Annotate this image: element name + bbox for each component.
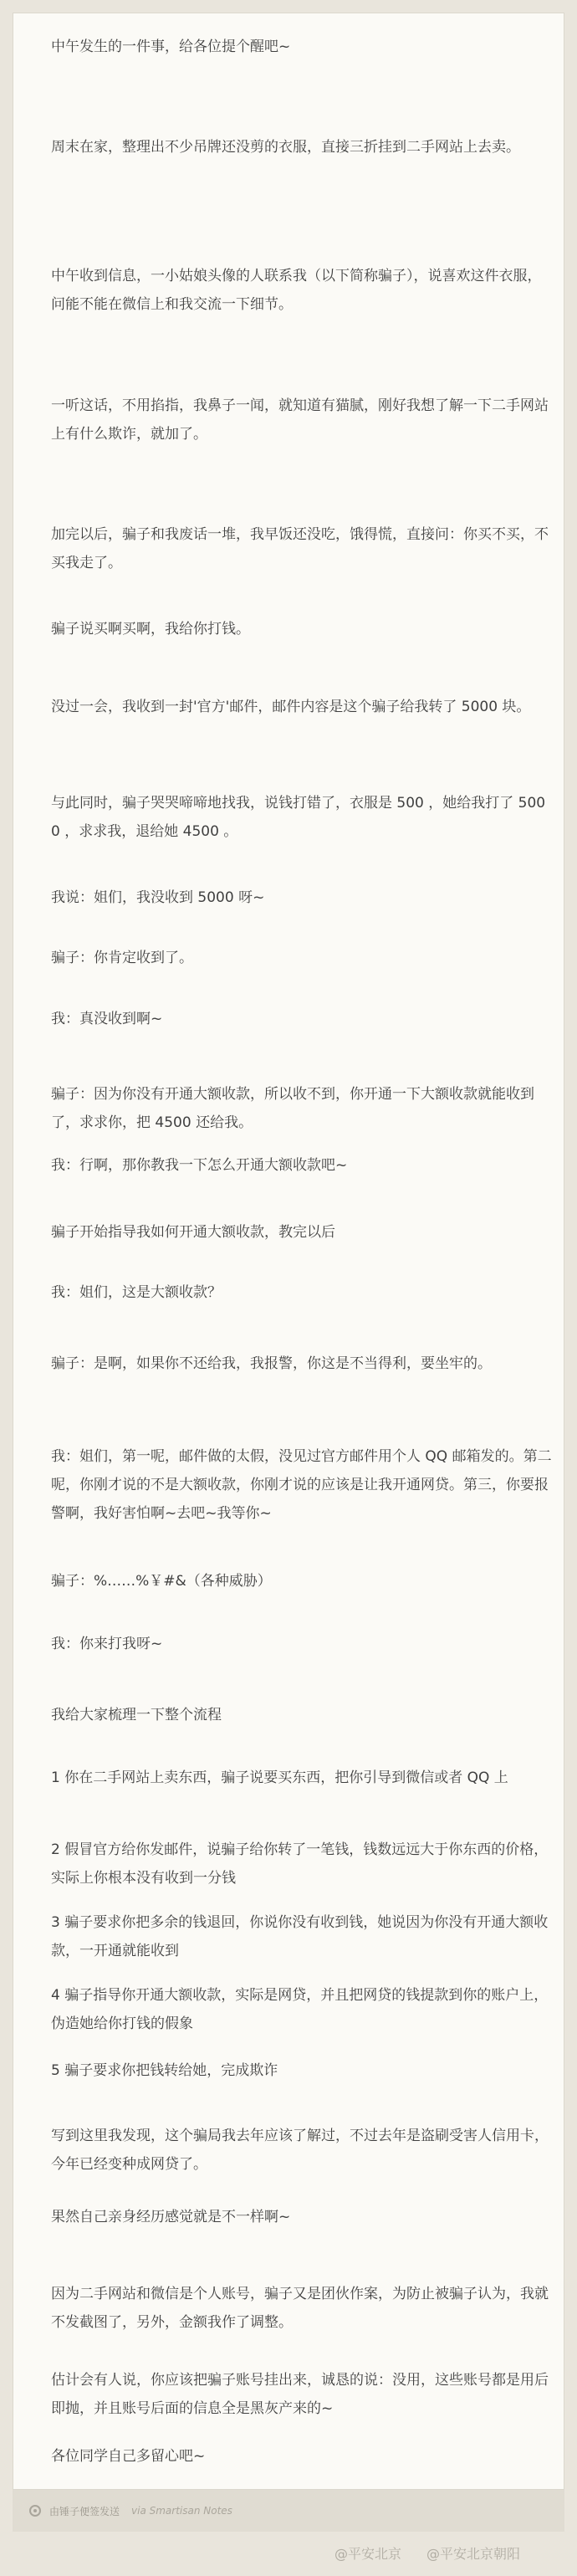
note-paragraph: 3 骗子要求你把多余的钱退回，你说你没有收到钱，她说因为你没有开通大额收款，一开通就能收到 bbox=[51, 1914, 549, 1959]
note-paragraph: 写到这里我发现，这个骗局我去年应该了解过，不过去年是盗刷受害人信用卡，今年已经变种成网贷了。 bbox=[51, 2128, 549, 2173]
note-paragraph: 4 骗子指导你开通大额收款，实际是网贷，并且把网贷的钱提款到你的账户上，伪造她给你打钱的假象 bbox=[51, 1987, 549, 2032]
note-paragraph: 我：真没收到啊~ bbox=[51, 1011, 163, 1027]
weibo-watermark: @平安北京 bbox=[334, 2546, 402, 2562]
note-paragraph: 加完以后，骗子和我废话一堆，我早饭还没吃，饿得慌，直接问：你买不买，不买我走了。 bbox=[51, 526, 549, 571]
note-paragraph: 我说：姐们，我没收到 5000 呀~ bbox=[51, 889, 265, 906]
note-paragraph: 骗子：是啊，如果你不还给我，我报警，你这是不当得利，要坐牢的。 bbox=[51, 1355, 492, 1372]
note-paragraph: 我：行啊，那你教我一下怎么开通大额收款吧~ bbox=[51, 1157, 348, 1174]
note-paragraph: 1 你在二手网站上卖东西，骗子说要买东西，把你引导到微信或者 QQ 上 bbox=[51, 1769, 508, 1786]
weibo-watermark: @平安北京朝阳 bbox=[426, 2546, 521, 2562]
note-paragraph: 周末在家，整理出不少吊牌还没剪的衣服，直接三折挂到二手网站上去卖。 bbox=[51, 139, 520, 156]
note-paragraph: 估计会有人说，你应该把骗子账号挂出来，诚恳的说：没用，这些账号都是用后即抛，并且账号后面的信息全是黑灰产来的~ bbox=[51, 2372, 549, 2417]
note-paragraph: 我给大家梳理一下整个流程 bbox=[51, 1707, 222, 1723]
note-paragraph: 一听这话，不用掐指，我鼻子一闻，就知道有猫腻，刚好我想了解一下二手网站上有什么欺诈，就加了。 bbox=[51, 397, 549, 443]
note-paragraph: 中午收到信息，一小姑娘头像的人联系我（以下简称骗子），说喜欢这件衣服，问能不能在微信上和我交流一下细节。 bbox=[51, 268, 542, 313]
note-paragraph: 各位同学自己多留心吧~ bbox=[51, 2448, 206, 2465]
note-paragraph: 骗子开始指导我如何开通大额收款，教完以后 bbox=[51, 1224, 335, 1241]
note-paragraph: 中午发生的一件事，给各位提个醒吧~ bbox=[51, 38, 291, 55]
note-paragraph: 与此同时，骗子哭哭啼啼地找我，说钱打错了，衣服是 500 ，她给我打了 5000 ，求求我，退给她 4500 。 bbox=[51, 795, 546, 840]
footer-sent-from: 由锤子便签发送 bbox=[49, 2505, 120, 2517]
note-paragraph: 果然自己亲身经历感觉就是不一样啊~ bbox=[51, 2209, 291, 2225]
note-paragraph: 我：姐们，这是大额收款？ bbox=[51, 1284, 222, 1301]
footer-via: via Smartisan Notes bbox=[131, 2505, 232, 2517]
note-footer bbox=[13, 2490, 564, 2532]
note-paragraph: 没过一会，我收到一封'官方'邮件，邮件内容是这个骗子给我转了 5000 块。 bbox=[51, 699, 531, 715]
note-paragraph: 我：你来打我呀~ bbox=[51, 1636, 163, 1652]
smartisan-notes-icon bbox=[29, 2505, 41, 2517]
note-paragraph: 骗子说买啊买啊，我给你打钱。 bbox=[51, 621, 250, 638]
note-paragraph: 骗子：%……%￥#&（各种威胁） bbox=[51, 1573, 272, 1590]
note-paragraph: 骗子：你肯定收到了。 bbox=[51, 950, 193, 966]
note-page bbox=[13, 13, 564, 2490]
note-paragraph: 因为二手网站和微信是个人账号，骗子又是团伙作案，为防止被骗子认为，我就不发截图了，另外，金额我作了调整。 bbox=[51, 2286, 549, 2331]
note-paragraph: 2 假冒官方给你发邮件，说骗子给你转了一笔钱，钱数远远大于你东西的价格，实际上你根本没有收到一分钱 bbox=[51, 1841, 549, 1887]
note-paragraph: 我：姐们，第一呢，邮件做的太假，没见过官方邮件用个人 QQ 邮箱发的。第二呢，你刚才说的不是大额收款，你刚才说的应该是让我开通网贷。第三，你要报警啊，我好害怕啊~去吧~我等你~ bbox=[51, 1448, 552, 1522]
note-paragraph: 5 骗子要求你把钱转给她，完成欺诈 bbox=[51, 2062, 278, 2079]
note-paragraph: 骗子：因为你没有开通大额收款，所以收不到，你开通一下大额收款就能收到了，求求你，把 4500 还给我。 bbox=[51, 1086, 534, 1131]
